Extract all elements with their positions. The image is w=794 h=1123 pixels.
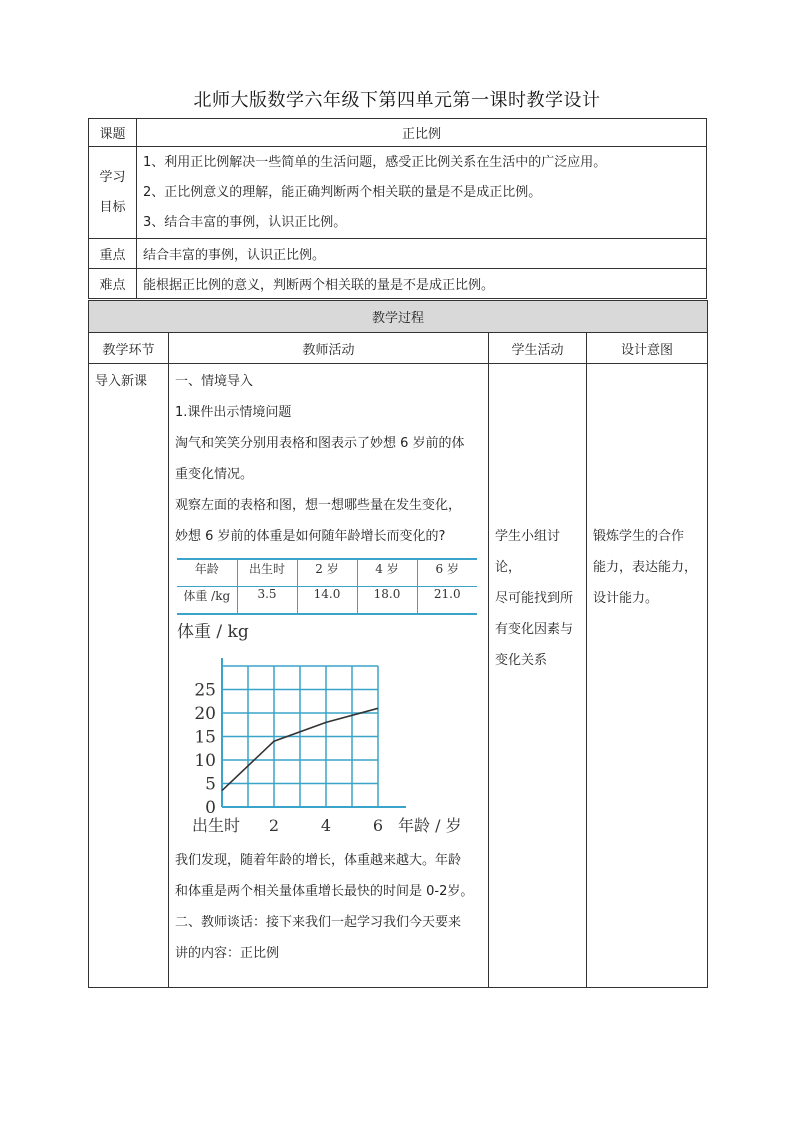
age-table-header-cell: 4 岁: [357, 559, 417, 587]
intent-line: 能力，表达能力，: [593, 560, 698, 575]
topic-label: 课题: [89, 119, 137, 147]
goal-item: 2、正比例意义的理解，能正确判断两个相关联的量是不是成正比例。: [143, 184, 542, 200]
age-table-value-cell: 3.5: [237, 587, 297, 615]
age-weight-table: [177, 558, 477, 615]
teaching-process-table: [88, 300, 708, 988]
topic-value: 正比例: [137, 119, 707, 147]
student-line: 尽可能找到所: [495, 591, 574, 606]
goals-label-line-1: 学习: [99, 169, 126, 185]
y-tick-label: 5: [205, 774, 216, 795]
teacher-line: 淘气和笑笑分别用表格和图表示了妙想 6 岁前的体: [175, 436, 465, 451]
x-tick-label: 出生时: [191, 816, 241, 835]
key-point-label: 重点: [89, 239, 137, 269]
teacher-line: 妙想 6 岁前的体重是如何随年龄增长而变化的?: [175, 529, 446, 544]
y-tick-label: 15: [194, 727, 216, 748]
y-tick-label: 20: [194, 704, 216, 724]
student-activity-cell: [489, 364, 587, 988]
y-axis-label: 体重 / kg: [177, 623, 249, 642]
x-axis-label: 年龄 / 岁: [398, 816, 462, 835]
column-header-stage: 教学环节: [89, 333, 169, 364]
goals-label: [89, 147, 137, 239]
age-table-header-cell: 2 岁: [297, 559, 357, 587]
age-table-header-cell: 出生时: [237, 559, 297, 587]
goals-list: [137, 147, 707, 239]
stage-name: 导入新课: [95, 374, 148, 389]
goal-item: 1、利用正比例解决一些简单的生活问题，感受正比例关系在生活中的广泛应用。: [143, 154, 607, 170]
lesson-info-table: [88, 118, 707, 299]
x-tick-label: 2: [268, 816, 280, 835]
difficulty-value: 能根据正比例的意义，判断两个相关联的量是不是成正比例。: [137, 269, 707, 299]
teacher-line: 一、情境导入: [175, 374, 254, 389]
teacher-line: 重变化情况。: [175, 467, 254, 482]
age-table-value-cell: 体重 /kg: [177, 587, 237, 615]
key-point-value: 结合丰富的事例，认识正比例。: [137, 239, 707, 269]
x-tick-label: 4: [320, 816, 332, 835]
column-header-teacher: 教师活动: [169, 333, 489, 364]
goals-label-line-2: 目标: [99, 199, 126, 215]
weight-chart-svg: [175, 623, 485, 845]
document-title: 北师大版数学六年级下第四单元第一课时教学设计: [193, 90, 601, 111]
difficulty-label: 难点: [89, 269, 137, 299]
teacher-activity-cell: [169, 364, 489, 988]
student-line: 变化关系: [495, 653, 548, 668]
stage-cell: [89, 364, 169, 988]
y-tick-label: 25: [194, 680, 216, 701]
column-header-student: 学生活动: [489, 333, 587, 364]
goal-item: 3、结合丰富的事例，认识正比例。: [143, 214, 347, 230]
x-tick-label: 6: [372, 816, 384, 835]
teacher-line: 1.课件出示情境问题: [175, 405, 292, 420]
weight-chart: [175, 623, 482, 845]
intent-line: 锻炼学生的合作: [593, 529, 685, 544]
teacher-line: 和体重是两个相关量体重增长最快的时间是 0-2岁。: [175, 884, 474, 899]
student-line: 学生小组讨论，: [495, 529, 561, 575]
age-table-value-cell: 14.0: [297, 587, 357, 615]
y-tick-label: 0: [205, 798, 216, 818]
intent-line: 设计能力。: [593, 591, 659, 606]
age-table-value-cell: 21.0: [417, 587, 477, 615]
student-line: 有变化因素与: [495, 622, 574, 637]
y-tick-label: 10: [194, 751, 216, 771]
teacher-line: 二、教师谈话：接下来我们一起学习我们今天要来: [175, 915, 462, 930]
process-header: 教学过程: [89, 301, 708, 333]
design-intent-cell: [587, 364, 708, 988]
age-table-header-cell: 年龄: [177, 559, 237, 587]
age-table-header-cell: 6 岁: [417, 559, 477, 587]
teacher-line: 观察左面的表格和图，想一想哪些量在发生变化，: [175, 498, 462, 513]
column-header-intent: 设计意图: [587, 333, 708, 364]
teacher-line: 讲的内容：正比例: [175, 946, 280, 961]
age-table-value-cell: 18.0: [357, 587, 417, 615]
teacher-line: 我们发现，随着年龄的增长，体重越来越大。年龄: [175, 853, 462, 868]
